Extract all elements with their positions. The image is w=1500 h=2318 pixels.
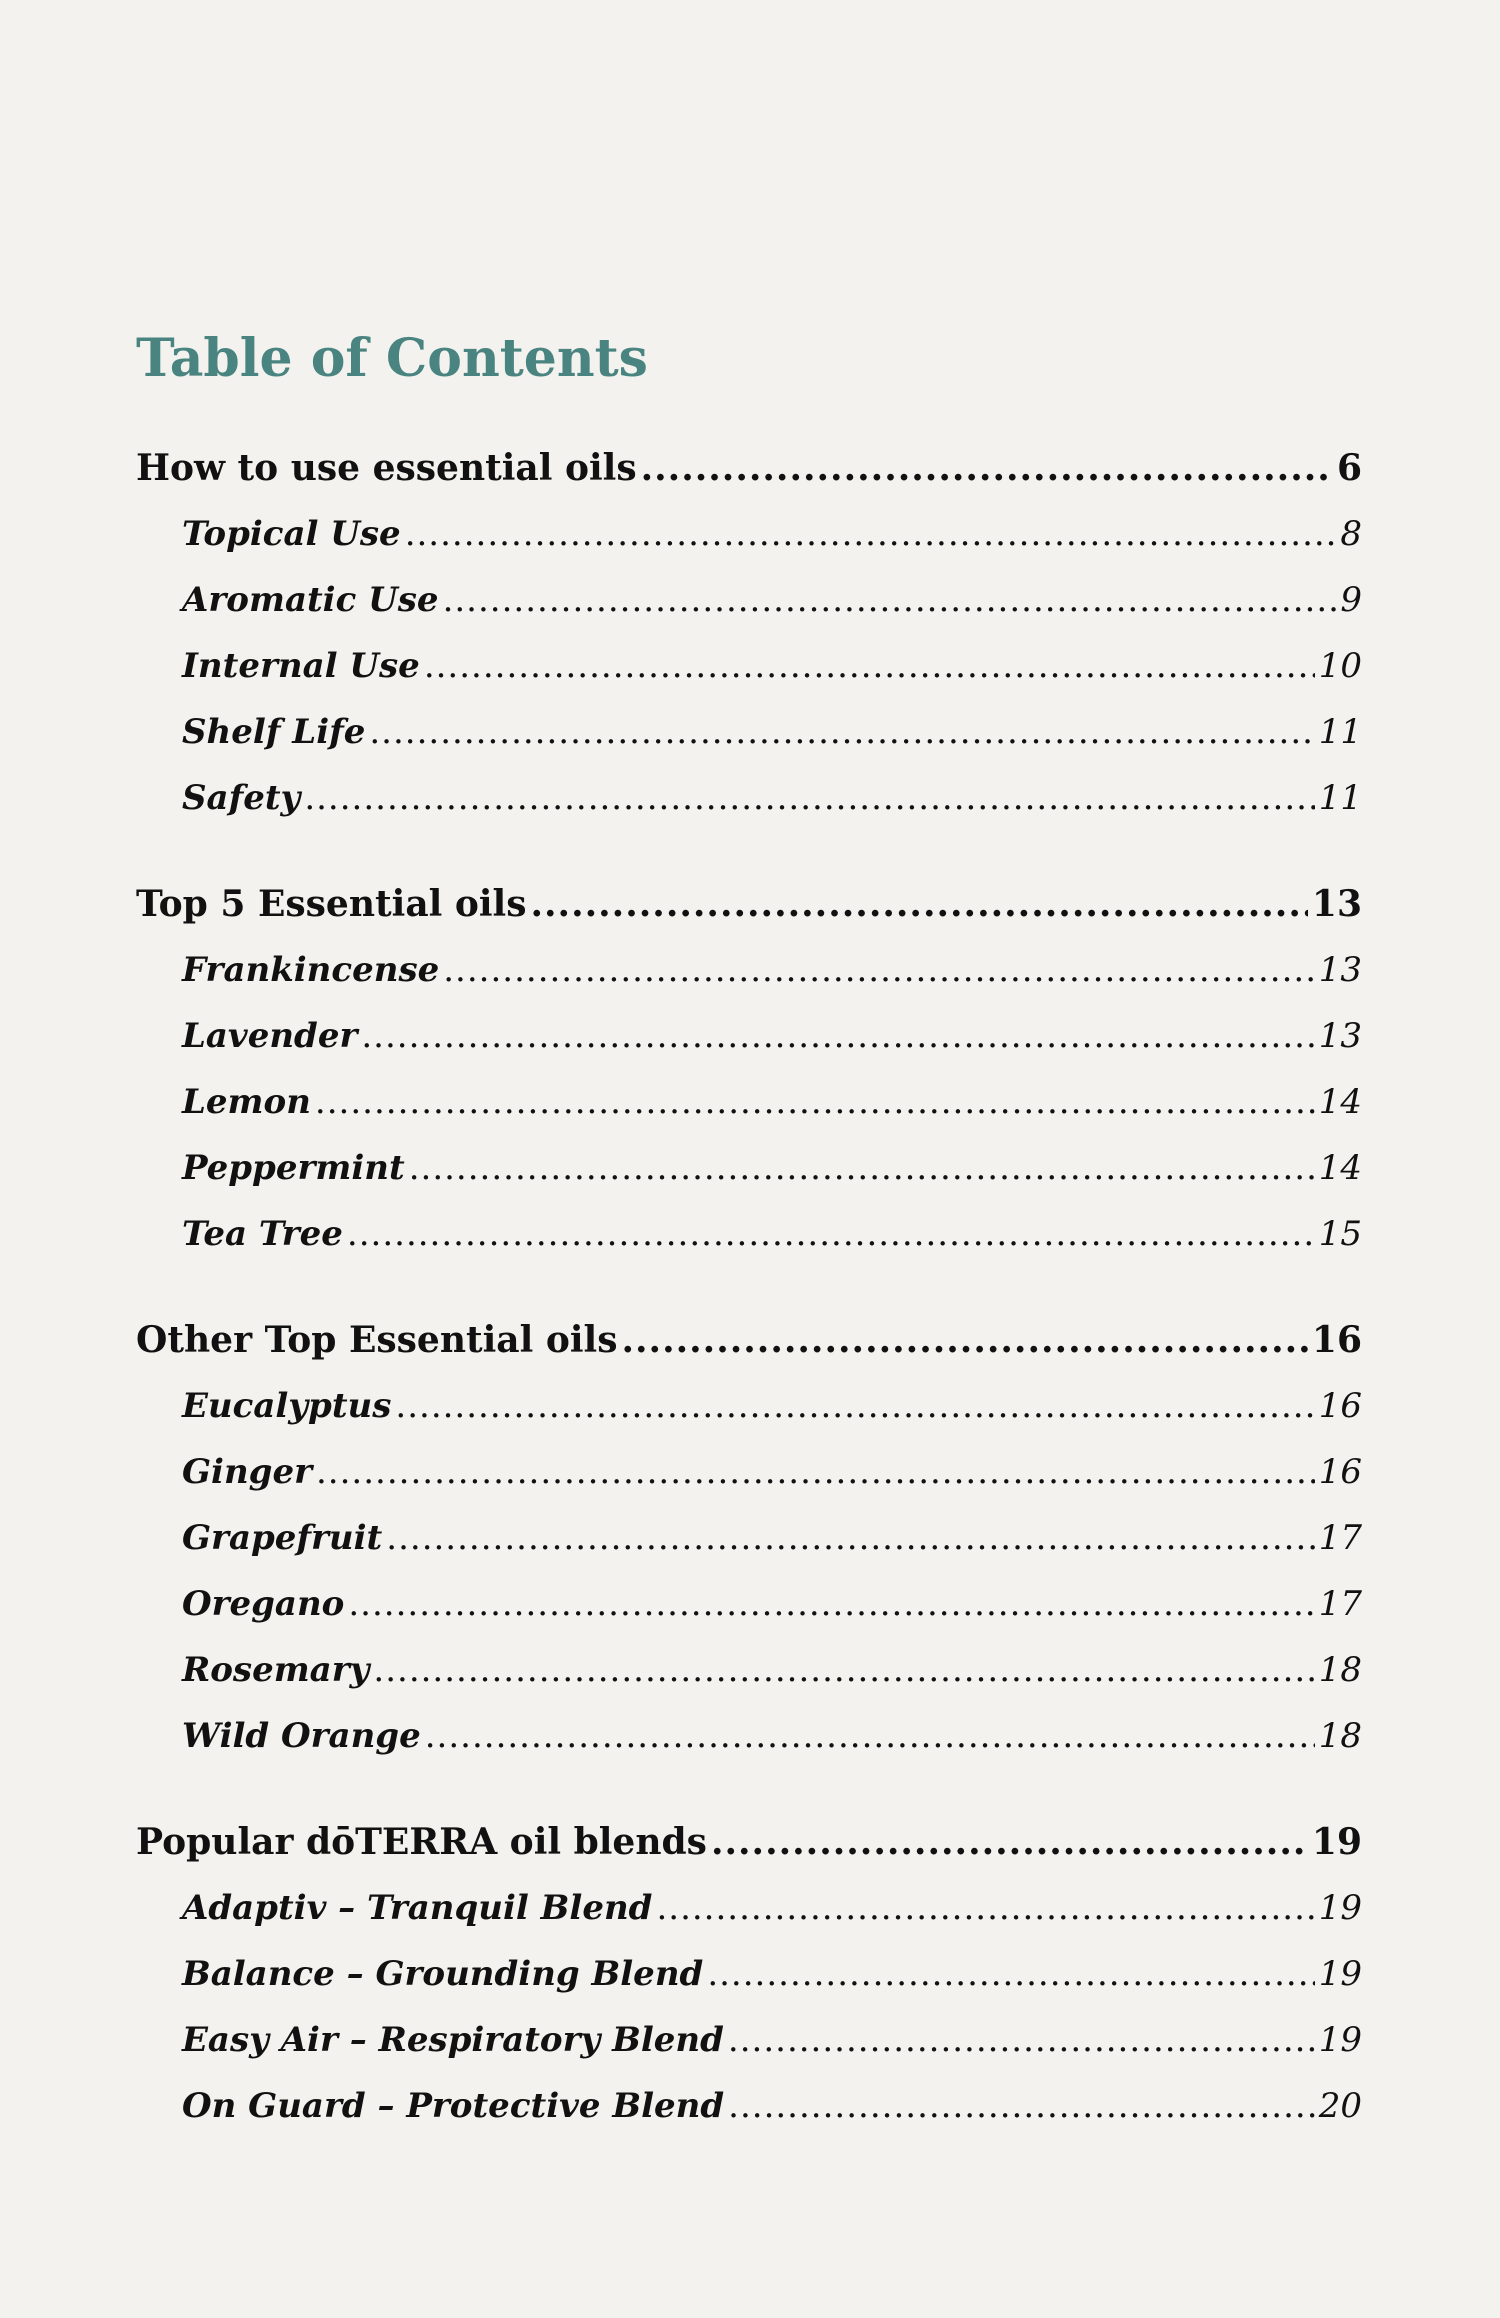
toc-page: [136, 330, 1362, 2179]
toc-page-number: 19: [1318, 1954, 1362, 1995]
toc-page-number: 13: [1311, 883, 1362, 926]
dot-leader: [348, 1571, 1314, 1637]
toc-page-number: 19: [1311, 1821, 1362, 1864]
dot-leader: [728, 2007, 1315, 2073]
toc-entry-label: Easy Air – Respiratory Blend: [182, 2020, 724, 2061]
toc-sub-entry[interactable]: [136, 1941, 1362, 2007]
toc-sub-entry[interactable]: [136, 937, 1362, 1003]
toc-section: [136, 871, 1362, 1267]
toc-section: [136, 435, 1362, 831]
toc-page-number: 16: [1318, 1452, 1362, 1493]
toc-sub-entry[interactable]: [136, 1875, 1362, 1941]
toc-sub-entry[interactable]: [136, 1703, 1362, 1769]
dot-leader: [369, 699, 1314, 765]
toc-entry-label: Balance – Grounding Blend: [182, 1954, 704, 1995]
toc-page-number: 11: [1318, 712, 1362, 753]
toc-entry-label: Wild Orange: [182, 1716, 421, 1757]
toc-entry-label: Top 5 Essential oils: [136, 883, 527, 926]
toc-entry-label: Oregano: [182, 1584, 345, 1625]
toc-sub-entry[interactable]: [136, 2073, 1362, 2139]
dot-leader: [395, 1373, 1314, 1439]
toc-page-number: 19: [1318, 2020, 1362, 2061]
toc-main-entry[interactable]: [136, 871, 1362, 937]
toc-page-number: 17: [1318, 1518, 1362, 1559]
toc-entry-label: Frankincense: [182, 950, 440, 991]
toc-main-entry[interactable]: [136, 1307, 1362, 1373]
dot-leader: [424, 633, 1315, 699]
toc-entry-label: Topical Use: [182, 514, 401, 555]
toc-section: [136, 1307, 1362, 1769]
dot-leader: [347, 1201, 1315, 1267]
toc-entry-label: Internal Use: [182, 646, 420, 687]
toc-entry-label: Eucalyptus: [182, 1386, 392, 1427]
toc-sub-entry[interactable]: [136, 2007, 1362, 2073]
toc-page-number: 17: [1318, 1584, 1362, 1625]
dot-leader: [711, 1809, 1308, 1875]
toc-entry-label: Aromatic Use: [182, 580, 439, 621]
dot-leader: [707, 1941, 1314, 2007]
toc-page-number: 6: [1336, 447, 1362, 490]
dot-leader: [316, 1439, 1315, 1505]
toc-entry-label: Other Top Essential oils: [136, 1319, 618, 1362]
toc-entry-label: Safety: [182, 778, 301, 819]
dot-leader: [656, 1875, 1314, 1941]
toc-entry-label: Rosemary: [182, 1650, 370, 1691]
toc-sub-entry[interactable]: [136, 567, 1362, 633]
toc-main-entry[interactable]: [136, 1809, 1362, 1875]
page-title: Table of Contents: [136, 328, 648, 389]
toc-page-number: 11: [1318, 778, 1362, 819]
toc-page-number: 14: [1318, 1148, 1362, 1189]
toc-entry-label: Tea Tree: [182, 1214, 343, 1255]
toc-sub-entry[interactable]: [136, 1201, 1362, 1267]
toc-page-number: 16: [1311, 1319, 1362, 1362]
dot-leader: [621, 1307, 1307, 1373]
toc-sub-entry[interactable]: [136, 1135, 1362, 1201]
toc-page-number: 19: [1318, 1888, 1362, 1929]
toc-entry-label: On Guard – Protective Blend: [182, 2086, 725, 2127]
toc-entry-label: Grapefruit: [182, 1518, 383, 1559]
toc-main-entry[interactable]: [136, 435, 1362, 501]
toc-page-number: 18: [1318, 1650, 1362, 1691]
toc-sub-entry[interactable]: [136, 1069, 1362, 1135]
toc-entry-label: Lavender: [182, 1016, 358, 1057]
toc-page-number: 14: [1318, 1082, 1362, 1123]
dot-leader: [443, 937, 1315, 1003]
toc-page-number: 15: [1318, 1214, 1362, 1255]
dot-leader: [373, 1637, 1314, 1703]
toc-section: [136, 1809, 1362, 2139]
toc-page-number: 13: [1318, 1016, 1362, 1057]
toc-page-number: 16: [1318, 1386, 1362, 1427]
toc-entry-label: Lemon: [182, 1082, 311, 1123]
toc-entry-label: Ginger: [182, 1452, 312, 1493]
dot-leader: [728, 2073, 1315, 2139]
dot-leader: [530, 871, 1307, 937]
toc-page-number: 8: [1340, 514, 1362, 555]
toc-sub-entry[interactable]: [136, 1571, 1362, 1637]
dot-leader: [361, 1003, 1314, 1069]
dot-leader: [409, 1135, 1315, 1201]
toc-entry-label: Popular dōTERRA oil blends: [136, 1821, 707, 1864]
toc-sub-entry[interactable]: [136, 699, 1362, 765]
dot-leader: [641, 435, 1333, 501]
dot-leader: [386, 1505, 1314, 1571]
toc-entry-label: Shelf Life: [182, 712, 366, 753]
toc-entry-label: Adaptiv – Tranquil Blend: [182, 1888, 653, 1929]
toc-sub-entry[interactable]: [136, 1003, 1362, 1069]
toc-page-number: 10: [1318, 646, 1362, 687]
toc-sub-entry[interactable]: [136, 1505, 1362, 1571]
dot-leader: [425, 1703, 1315, 1769]
toc-sub-entry[interactable]: [136, 1439, 1362, 1505]
toc-entry-label: How to use essential oils: [136, 447, 637, 490]
toc-sub-entry[interactable]: [136, 1373, 1362, 1439]
dot-leader: [304, 765, 1314, 831]
toc-page-number: 13: [1318, 950, 1362, 991]
toc-page-number: 9: [1340, 580, 1362, 621]
toc-sub-entry[interactable]: [136, 1637, 1362, 1703]
toc-page-number: 18: [1318, 1716, 1362, 1757]
toc-sub-entry[interactable]: [136, 765, 1362, 831]
toc-sub-entry[interactable]: [136, 633, 1362, 699]
dot-leader: [405, 501, 1337, 567]
toc-page-number: 20: [1318, 2086, 1362, 2127]
toc-entry-label: Peppermint: [182, 1148, 405, 1189]
dot-leader: [315, 1069, 1315, 1135]
toc-sub-entry[interactable]: [136, 501, 1362, 567]
dot-leader: [443, 567, 1337, 633]
